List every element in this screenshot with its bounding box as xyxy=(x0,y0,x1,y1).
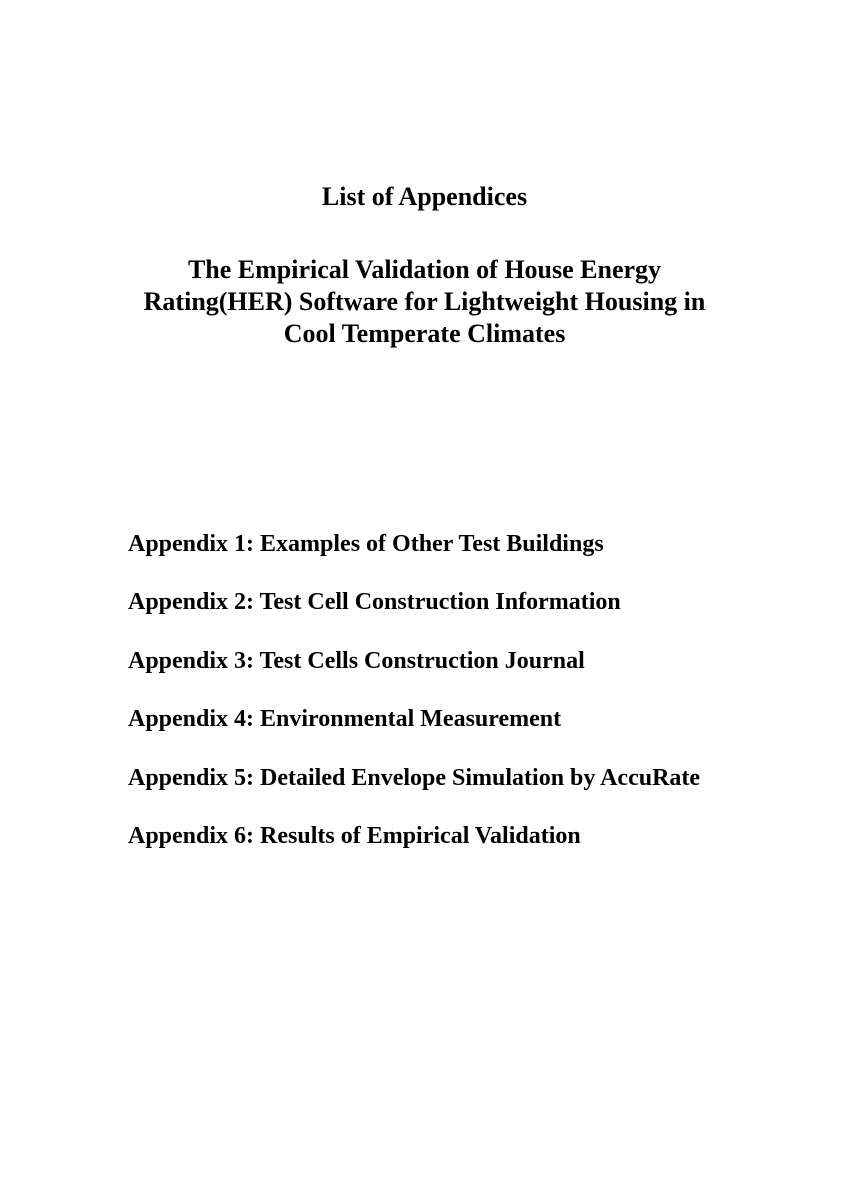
document-title-line: Cool Temperate Climates xyxy=(283,319,566,348)
appendix-list xyxy=(128,528,700,878)
appendix-item-6: Appendix 6: Results of Empirical Validation xyxy=(128,822,581,849)
appendix-item-1: Appendix 1: Examples of Other Test Buildings xyxy=(128,531,604,557)
list-title: List of Appendices xyxy=(321,182,528,211)
document-title-line: Rating(HER) Software for Lightweight Housing in xyxy=(143,287,706,316)
document-title xyxy=(0,254,849,350)
appendix-item-5: Appendix 5: Detailed Envelope Simulation by AccuRate xyxy=(128,764,701,791)
appendix-item-4: Appendix 4: Environmental Measurement xyxy=(128,706,562,733)
document-title-line: The Empirical Validation of House Energy xyxy=(187,255,662,284)
appendix-item-2: Appendix 2: Test Cell Construction Information xyxy=(128,589,621,616)
appendix-item-3: Appendix 3: Test Cells Construction Journal xyxy=(128,647,585,674)
